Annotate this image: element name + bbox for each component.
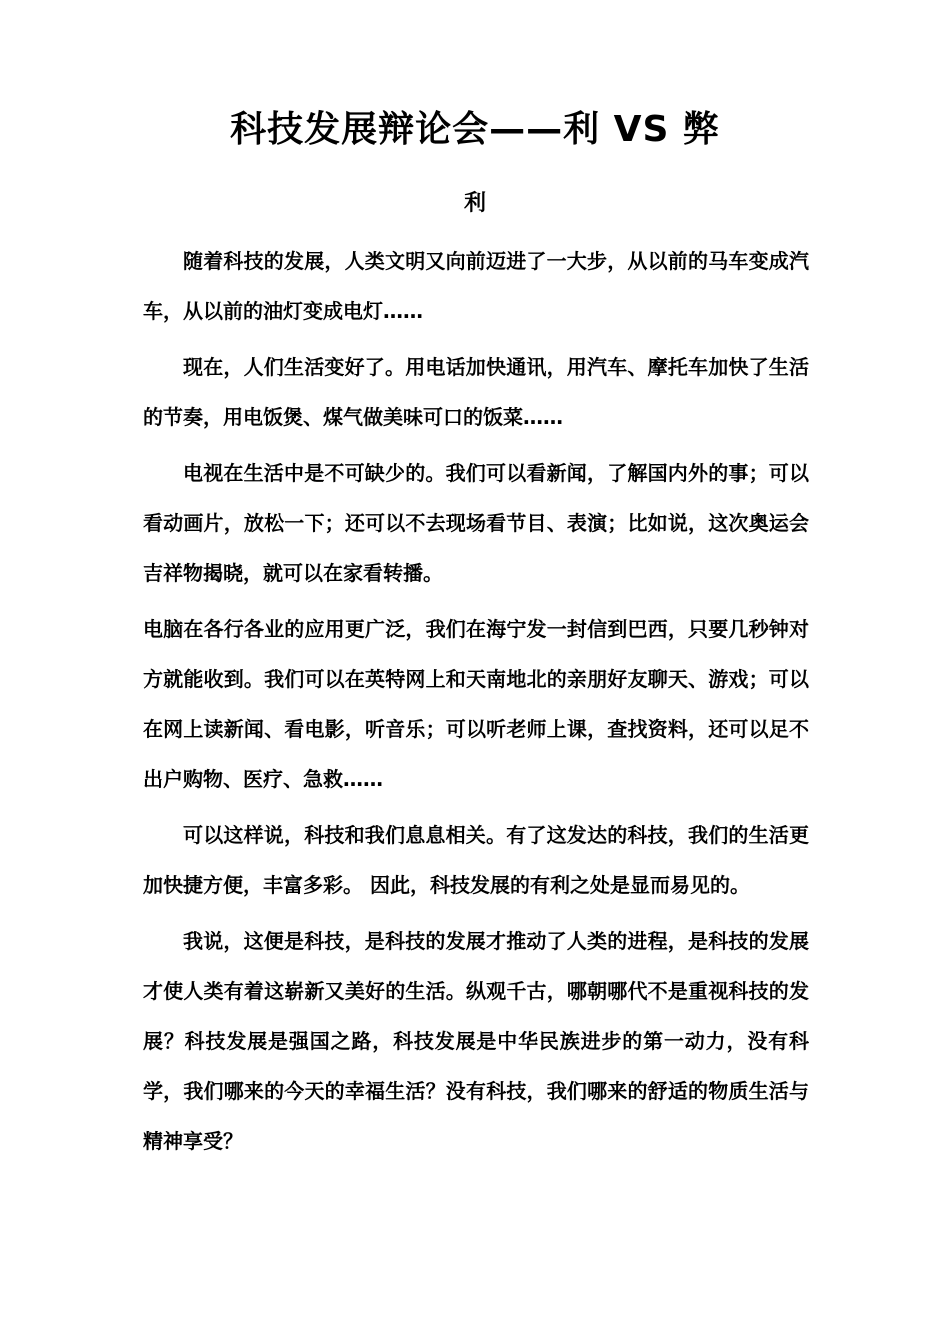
document-body	[143, 236, 809, 1172]
paragraph-3: 电视在生活中是不可缺少的。我们可以看新闻，了解国内外的事；可以看动画片，放松一下；还可以不去现场看节目、表演；比如说，这次奥运会吉祥物揭晓，就可以在家看转播。	[143, 461, 809, 585]
paragraph-2: 现在，人们生活变好了。用电话加快通讯，用汽车、摩托车加快了生活的节奏，用电饭煲、煤气做美味可口的饭菜……	[143, 355, 809, 429]
paragraph-6: 我说，这便是科技，是科技的发展才推动了人类的进程，是科技的发展才使人类有着这崭新又美好的生活。纵观千古，哪朝哪代不是重视科技的发展？科技发展是强国之路，科技发展是中华民族进步的第一动力，没有科学，我们哪来的今天的幸福生活？没有科技，我们哪来的舒适的物质生活与精神享受？	[143, 929, 809, 1153]
section-heading: 利	[463, 191, 486, 216]
document-title: 科技发展辩论会——利 VS 弊	[230, 109, 720, 150]
paragraph-4: 电脑在各行各业的应用更广泛，我们在海宁发一封信到巴西，只要几秒钟对方就能收到。我们可以在英特网上和天南地北的亲朋好友聊天、游戏；可以在网上读新闻、看电影，听音乐；可以听老师上课，查找资料，还可以足不出户购物、医疗、急救……	[143, 617, 809, 791]
paragraph-1: 随着科技的发展，人类文明又向前迈进了一大步，从以前的马车变成汽车，从以前的油灯变成电灯……	[143, 249, 809, 323]
paragraph-5: 可以这样说，科技和我们息息相关。有了这发达的科技，我们的生活更加快捷方便，丰富多彩。 因此，科技发展的有利之处是显而易见的。	[143, 823, 809, 897]
